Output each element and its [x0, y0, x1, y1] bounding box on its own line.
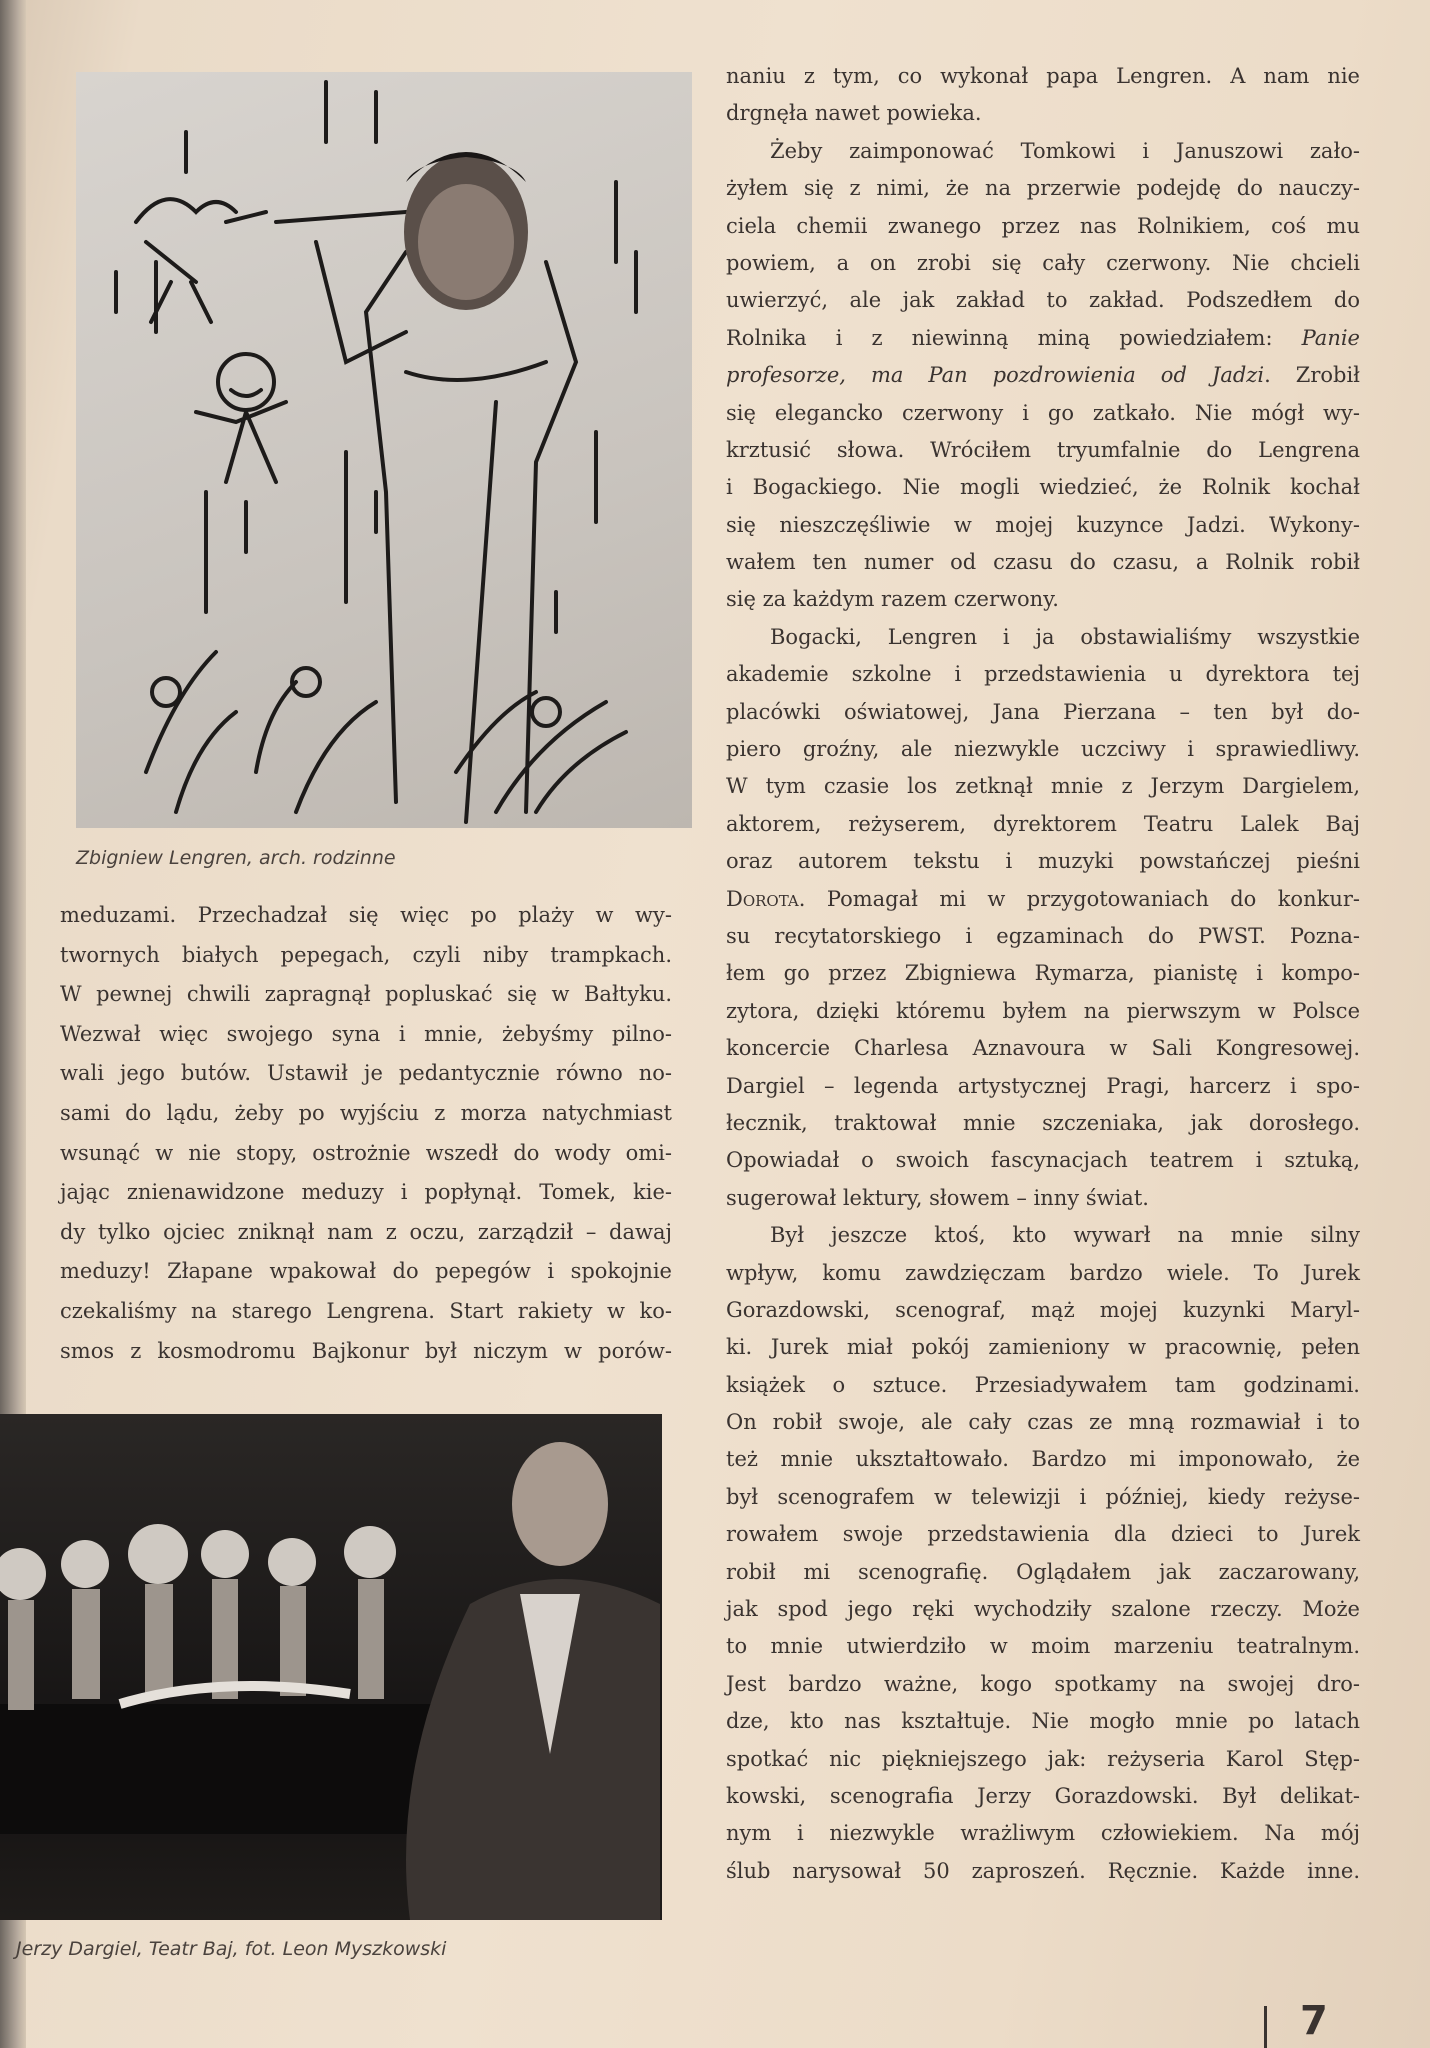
- text-line: się elegancko czerwony i go zatkało. Nie mógł wy-: [726, 400, 1360, 425]
- text-line: smos z kosmodromu Bajkonur był niczym w porów-: [60, 1338, 672, 1363]
- paragraph: [726, 133, 1360, 619]
- text-line: dy tylko ojciec zniknął nam z oczu, zarządził – dawaj: [60, 1219, 672, 1244]
- text-line: wałem ten numer od czasu do czasu, a Rolnik robił: [726, 550, 1360, 575]
- text-line: [726, 320, 1360, 357]
- text-line: W tym czasie los zetknął mnie z Jerzym Dargielem,: [726, 774, 1360, 799]
- text-line: Dargiel – legenda artystycznej Pragi, harcerz i spo-: [726, 1073, 1360, 1098]
- text-line: był scenografem w telewizji i później, kiedy reżyse-: [726, 1484, 1360, 1509]
- text-line: Wezwał więc swojego syna i mnie, żebyśmy pilno-: [60, 1021, 672, 1046]
- text-line: [726, 881, 1360, 918]
- text-line: oraz autorem tekstu i muzyki powstańczej pieśni: [726, 849, 1360, 874]
- paragraph: [726, 619, 1360, 1217]
- paragraph: [60, 896, 672, 1371]
- text-line: i Bogackiego. Nie mogli wiedzieć, że Rolnik kochał: [726, 475, 1360, 500]
- top-photo-caption: Zbigniew Lengren, arch. rodzinne: [76, 847, 396, 869]
- text-line: meduzy! Złapane wpakował do pepegów i spokojnie: [60, 1259, 672, 1284]
- text-line: twornych białych pepegach, czyli niby trampkach.: [60, 942, 672, 967]
- text-line: żyłem się z nimi, że na przerwie podejdę do nauczy-: [726, 176, 1360, 201]
- text-line: [726, 357, 1360, 394]
- text-line: się za każdym razem czerwony.: [726, 587, 1059, 612]
- italic-text: profesorze, ma Pan pozdrowienia od Jadzi: [726, 363, 1265, 388]
- paragraph: [726, 1217, 1360, 1890]
- text-line: koncercie Charlesa Aznavoura w Sali Kongresowej.: [726, 1036, 1360, 1061]
- paragraph: [726, 58, 1360, 133]
- text-line: uwierzyć, ale jak zakład to zakład. Podszedłem do: [726, 288, 1360, 313]
- text-line: wali jego butów. Ustawił je pedantycznie równo no-: [60, 1061, 672, 1086]
- text-line: piero groźny, ale niezwykle uczciwy i sprawiedliwy.: [726, 737, 1360, 762]
- right-text-column: [726, 58, 1360, 1890]
- text-line: łecznik, traktował mnie szczeniaka, jak dorosłego.: [726, 1110, 1360, 1135]
- text-line: czekaliśmy na starego Lengrena. Start rakiety w ko-: [60, 1298, 672, 1323]
- left-text-column: [60, 896, 672, 1371]
- text-line: jak spod jego ręki wychodziły szalone rzeczy. Może: [726, 1597, 1360, 1622]
- text-line: książek o sztuce. Przesiadywałem tam godzinami.: [726, 1372, 1360, 1397]
- italic-text: Panie: [1301, 325, 1360, 350]
- text-line: placówki oświatowej, Jana Pierzana – ten był do-: [726, 699, 1360, 724]
- text-line: drgnęła nawet powieka.: [726, 101, 982, 126]
- text-line: jając znienawidzone meduzy i popłynął. Tomek, kie-: [60, 1180, 672, 1205]
- text-segment: . Pomagał mi w przygotowaniach do konkur-: [798, 886, 1360, 911]
- text-line: nym i niezwykle wrażliwym człowiekiem. Na mój: [726, 1821, 1360, 1846]
- text-line: łem go przez Zbigniewa Rymarza, pianistę i kompo-: [726, 961, 1360, 986]
- text-line: Jest bardzo ważne, kogo spotkamy na swojej dro-: [726, 1671, 1360, 1696]
- text-line: Opowiadał o swoich fascynacjach teatrem i sztuką,: [726, 1148, 1360, 1173]
- page-number: 7: [1300, 1998, 1328, 2044]
- text-line: Był jeszcze ktoś, kto wywarł na mnie silny: [770, 1223, 1360, 1248]
- text-line: powiem, a on zrobi się cały czerwony. Nie chcieli: [726, 250, 1360, 275]
- text-line: spotkać nic piękniejszego jak: reżyseria Karol Stęp-: [726, 1746, 1360, 1771]
- photo-jerzy-dargiel-puppets: [0, 1414, 662, 1920]
- text-line: zytora, dzięki któremu byłem na pierwszym w Polsce: [726, 998, 1360, 1023]
- text-line: ki. Jurek miał pokój zamieniony w pracownię, pełen: [726, 1335, 1360, 1360]
- text-line: meduzami. Przechadzał się więc po plaży w wy-: [60, 903, 672, 927]
- bottom-photo-caption: Jerzy Dargiel, Teatr Baj, fot. Leon Myszkowski: [16, 1938, 447, 1960]
- text-line: dze, kto nas kształtuje. Nie mogło mnie po latach: [726, 1709, 1360, 1734]
- text-line: On robił swoje, ale cały czas ze mną rozmawiał i to: [726, 1410, 1360, 1435]
- text-line: krztusić słowa. Wróciłem tryumfalnie do Lengrena: [726, 437, 1360, 462]
- text-line: sami do lądu, żeby po wyjściu z morza natychmiast: [60, 1100, 672, 1125]
- text-line: su recytatorskiego i egzaminach do PWST. Pozna-: [726, 923, 1360, 948]
- page-number-divider: [1264, 2006, 1267, 2048]
- text-line: ciela chemii zwanego przez nas Rolnikiem, coś mu: [726, 213, 1360, 238]
- text-line: sugerował lektury, słowem – inny świat.: [726, 1185, 1149, 1210]
- text-line: się nieszczęśliwie w mojej kuzynce Jadzi. Wykony-: [726, 512, 1360, 537]
- text-line: naniu z tym, co wykonał papa Lengren. A nam nie: [726, 64, 1360, 88]
- text-line: Żeby zaimponować Tomkowi i Januszowi zało-: [770, 138, 1360, 163]
- text-line: też mnie ukształtowało. Bardzo mi imponowało, że: [726, 1447, 1360, 1472]
- small-caps-title: Dorota: [726, 886, 799, 911]
- text-line: ślub narysował 50 zaproszeń. Ręcznie. Każde inne.: [726, 1858, 1360, 1883]
- text-line: Gorazdowski, scenograf, mąż mojej kuzynki Maryl-: [726, 1297, 1360, 1322]
- text-line: wpływ, komu zawdzięczam bardzo wiele. To Jurek: [726, 1260, 1360, 1285]
- cartoon-illustration: [76, 72, 692, 828]
- text-line: wsunąć w nie stopy, ostrożnie wszedł do wody omi-: [60, 1140, 672, 1165]
- puppet-theatre-photo: [0, 1414, 662, 1920]
- text-line: to mnie utwierdziło w moim marzeniu teatralnym.: [726, 1634, 1360, 1659]
- text-segment: Rolnika i z niewinną miną powiedziałem:: [726, 325, 1302, 350]
- text-line: W pewnej chwili zapragnął popluskać się w Bałtyku.: [60, 982, 672, 1007]
- text-segment: . Zrobił: [1264, 363, 1360, 388]
- text-line: akademie szkolne i przedstawienia u dyrektora tej: [726, 662, 1360, 687]
- text-line: kowski, scenografia Jerzy Gorazdowski. Był delikat-: [726, 1783, 1360, 1808]
- text-line: aktorem, reżyserem, dyrektorem Teatru Lalek Baj: [726, 811, 1360, 836]
- text-line: Bogacki, Lengren i ja obstawialiśmy wszystkie: [770, 624, 1360, 649]
- text-line: rowałem swoje przedstawienia dla dzieci to Jurek: [726, 1522, 1360, 1547]
- photo-zbigniew-lengren-drawing: [76, 72, 692, 828]
- text-line: robił mi scenografię. Oglądałem jak zaczarowany,: [726, 1559, 1360, 1584]
